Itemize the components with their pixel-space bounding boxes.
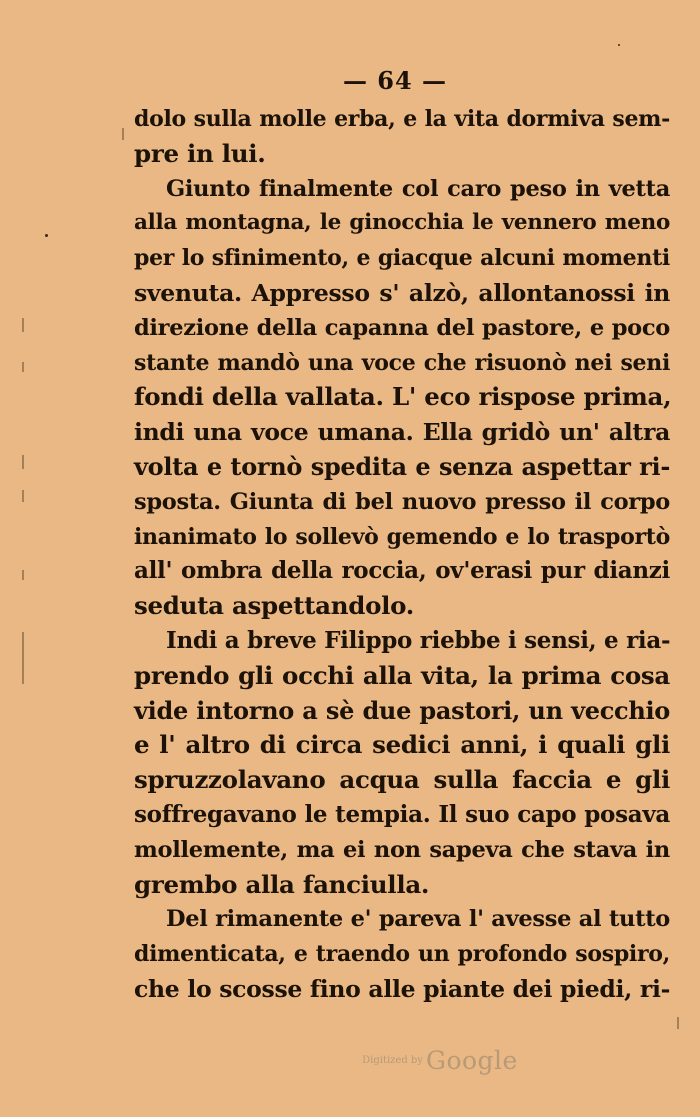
text-line: sposta. Giunta di bel nuovo presso il corpo bbox=[134, 488, 670, 515]
text-line: soffregavano le tempia. Il suo capo posava bbox=[134, 800, 670, 828]
text-line: grembo alla fanciulla. bbox=[134, 869, 430, 899]
text-line: seduta aspettandolo. bbox=[134, 591, 414, 621]
watermark-caption: Digitized by bbox=[362, 1055, 423, 1066]
text-line: stante mandò una voce che risuonò nei seni bbox=[134, 349, 670, 376]
scan-mark bbox=[22, 455, 24, 469]
scan-dot bbox=[45, 234, 48, 237]
scan-mark bbox=[22, 570, 24, 580]
text-line: dimenticata, e traendo un profondo sospiro, bbox=[134, 941, 670, 968]
page-number: — 64 — bbox=[342, 66, 448, 95]
scan-dot bbox=[618, 44, 620, 46]
text-line: spruzzolavano acqua sulla faccia e gli bbox=[134, 765, 670, 795]
text-line: fondi della vallata. L' eco rispose prima, bbox=[134, 382, 672, 412]
scan-mark bbox=[22, 362, 24, 372]
text-line: per lo sfinimento, e giacque alcuni momenti bbox=[134, 245, 670, 272]
text-line: indi una voce umana. Ella gridò un' altra bbox=[134, 418, 670, 447]
text-line: prendo gli occhi alla vita, la prima cosa bbox=[134, 660, 670, 690]
text-line: mollemente, ma ei non sapeva che stava in bbox=[134, 836, 670, 863]
scan-mark bbox=[677, 1017, 679, 1029]
scan-mark bbox=[122, 128, 124, 140]
text-line: all' ombra della roccia, ov'erasi pur dianzi bbox=[134, 557, 670, 585]
scan-mark bbox=[22, 490, 24, 502]
text-line: Del rimanente e' pareva l' avesse al tutto bbox=[166, 906, 670, 933]
text-line: direzione della capanna del pastore, e poco bbox=[134, 314, 670, 341]
scan-mark bbox=[22, 318, 24, 332]
body-text bbox=[134, 102, 670, 1007]
text-line: dolo sulla molle erba, e la vita dormiva sem- bbox=[134, 106, 670, 132]
digitization-watermark bbox=[0, 1046, 700, 1075]
text-line: inanimato lo sollevò gemendo e lo trasportò bbox=[134, 523, 670, 550]
google-logo: Google bbox=[425, 1046, 518, 1075]
text-line: alla montagna, le ginocchia le vennero meno bbox=[134, 210, 670, 236]
text-line: volta e tornò spedita e senza aspettar ri- bbox=[134, 451, 670, 481]
text-line: Giunto finalmente col caro peso in vetta bbox=[166, 175, 670, 202]
text-line: e l' altro di circa sedici anni, i quali gli bbox=[134, 730, 670, 760]
text-line: Indi a breve Filippo riebbe i sensi, e ria- bbox=[166, 626, 671, 654]
text-line: che lo scosse fino alle piante dei piedi, ri- bbox=[134, 974, 671, 1003]
scan-mark bbox=[22, 632, 24, 684]
text-line: pre in lui. bbox=[134, 138, 266, 168]
text-line: svenuta. Appresso s' alzò, allontanossi in bbox=[134, 278, 670, 307]
text-line: vide intorno a sè due pastori, un vecchio bbox=[134, 695, 670, 725]
